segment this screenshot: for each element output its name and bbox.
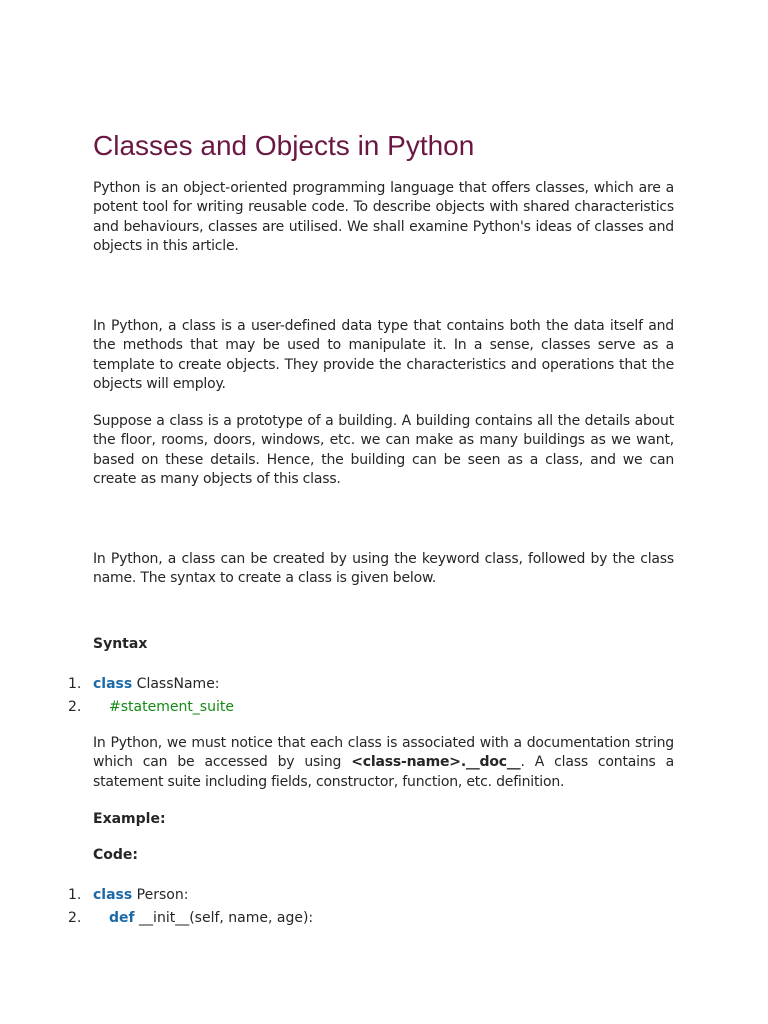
code-text bbox=[93, 907, 313, 929]
code-text bbox=[93, 696, 234, 718]
code-rest: Person: bbox=[132, 887, 189, 903]
syntax-code-line bbox=[0, 673, 768, 695]
building-analogy-paragraph: Suppose a class is a prototype of a building. A building contains all the details about the floor, rooms, doors, windows, etc. we can make as many buildings as we want, based on these details. Hence, the building can be seen as a class, and we can create as many objects of this class. bbox=[93, 413, 674, 488]
line-number: 1. bbox=[68, 676, 82, 692]
code-text bbox=[93, 884, 188, 906]
doc-string-text: In Python, we must notice that each class is associated with a documentation string which can be accessed by using bbox=[93, 735, 674, 771]
code-keyword: def bbox=[109, 910, 135, 926]
code-rest: __init__(self, name, age): bbox=[134, 910, 314, 926]
line-number: 2. bbox=[68, 699, 82, 715]
code-comment: #statement_suite bbox=[109, 699, 234, 715]
doc-string-bold: <class-name>.__doc__ bbox=[351, 754, 521, 771]
doc-string-text-end: . A class contains a statement suite including fields, constructor, function, etc. definition. bbox=[93, 754, 674, 790]
class-definition-paragraph: In Python, a class is a user-defined data type that contains both the data itself and the methods that may be used to manipulate it. In a sense, classes serve as a template to create objects. They provide the characteristics and operations that the objects will employ. bbox=[93, 318, 674, 393]
syntax-code-line bbox=[0, 696, 768, 718]
code-label: Code: bbox=[93, 847, 139, 863]
example-code-line bbox=[0, 907, 768, 929]
line-number: 1. bbox=[68, 887, 82, 903]
code-text bbox=[93, 673, 220, 695]
line-number: 2. bbox=[68, 910, 82, 926]
syntax-label: Syntax bbox=[93, 636, 148, 652]
code-rest: ClassName: bbox=[132, 676, 220, 692]
doc-string-paragraph bbox=[93, 734, 674, 792]
intro-paragraph: Python is an object-oriented programming language that offers classes, which are a potent tool for writing reusable code. To describe objects with shared characteristics and behaviours, classes are utilised. We shall examine Python's ideas of classes and objects in this article. bbox=[93, 180, 674, 255]
example-code-line bbox=[0, 884, 768, 906]
code-keyword: class bbox=[93, 887, 133, 903]
creating-class-paragraph: In Python, a class can be created by using the keyword class, followed by the class name. The syntax to create a class is given below. bbox=[93, 551, 674, 587]
page-title: Classes and Objects in Python bbox=[93, 130, 475, 161]
example-label: Example: bbox=[93, 811, 166, 827]
code-keyword: class bbox=[93, 676, 133, 692]
